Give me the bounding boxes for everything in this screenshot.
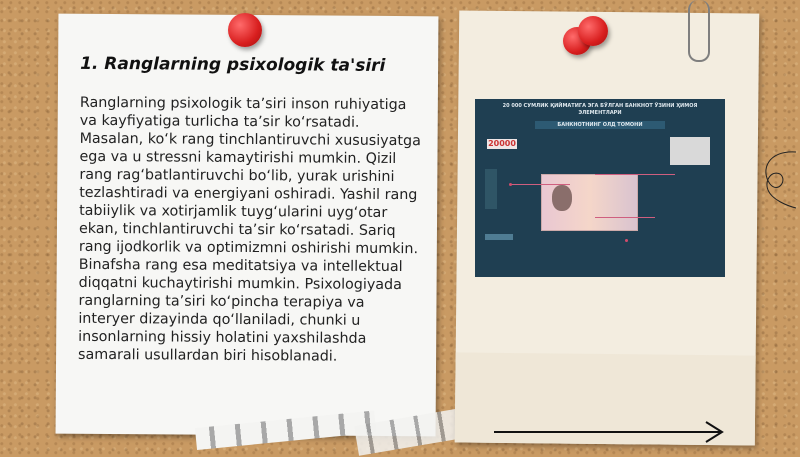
callout-line xyxy=(595,217,655,218)
callout-line xyxy=(595,174,675,175)
feature-swatch xyxy=(485,234,513,240)
infographic-subtitle: БАНКНОТНИНГ ОЛД ТОМОНИ xyxy=(535,121,665,129)
paper-clip-icon xyxy=(688,0,710,62)
push-pin-icon xyxy=(228,13,262,47)
banknote-portrait xyxy=(552,185,572,211)
banknote-image xyxy=(541,174,638,231)
note-body: Ranglarning psixologik ta’siri inson ruhiyatiga va kayfiyatiga turlicha ta’sir ko‘rsatadi. Masalan, ko‘k rang tinchlantiruvchi xususiyatga ega va u stressni kamaytirishi mumkin. Qizil rang rag‘batlantiruvchi bo‘lib, yurak urishini tezlashtiradi va energiyani oshiradi. Yashil rang tabiiylik va xotirjamlik tuyg‘ularini uyg‘otar ekan, tinchlantiruvchi ta’sir ko‘rsatadi. Sariq rang ijodkorlik va optimizmni oshirishi mumkin. Binafsha rang esa meditatsiya va intellektual diqqatni kuchaytirishi mumkin. Psixologiyada ranglarning ta’siri ko‘pincha terapiya va interyer dizayinda qo‘llaniladi, chunki u insonlarning hissiy holatini yaxshilashda samarali usullardan biri hisoblanadi. xyxy=(78,94,421,365)
curly-string-icon xyxy=(758,150,798,210)
callout-line xyxy=(510,184,570,185)
denomination-label: 20000 xyxy=(488,139,516,148)
left-note-card xyxy=(56,14,439,437)
right-arrow-icon xyxy=(494,420,726,444)
torn-edge xyxy=(195,411,376,450)
feature-swatch xyxy=(485,169,497,209)
note-title: 1. Ranglarning psixologik ta'siri xyxy=(80,53,386,76)
push-pin-icon xyxy=(578,16,608,46)
banknote-infographic xyxy=(475,99,725,277)
infographic-title: 20 000 СУМЛИК ҚИЙМАТИГА ЭГА БЎЛГАН БАНКНОТ ЎЗИНИ ҲИМОЯ ЭЛЕМЕНТЛАРИ xyxy=(502,103,698,116)
callout-dot xyxy=(509,183,512,186)
feature-swatch xyxy=(670,137,710,165)
callout-dot xyxy=(625,239,628,242)
